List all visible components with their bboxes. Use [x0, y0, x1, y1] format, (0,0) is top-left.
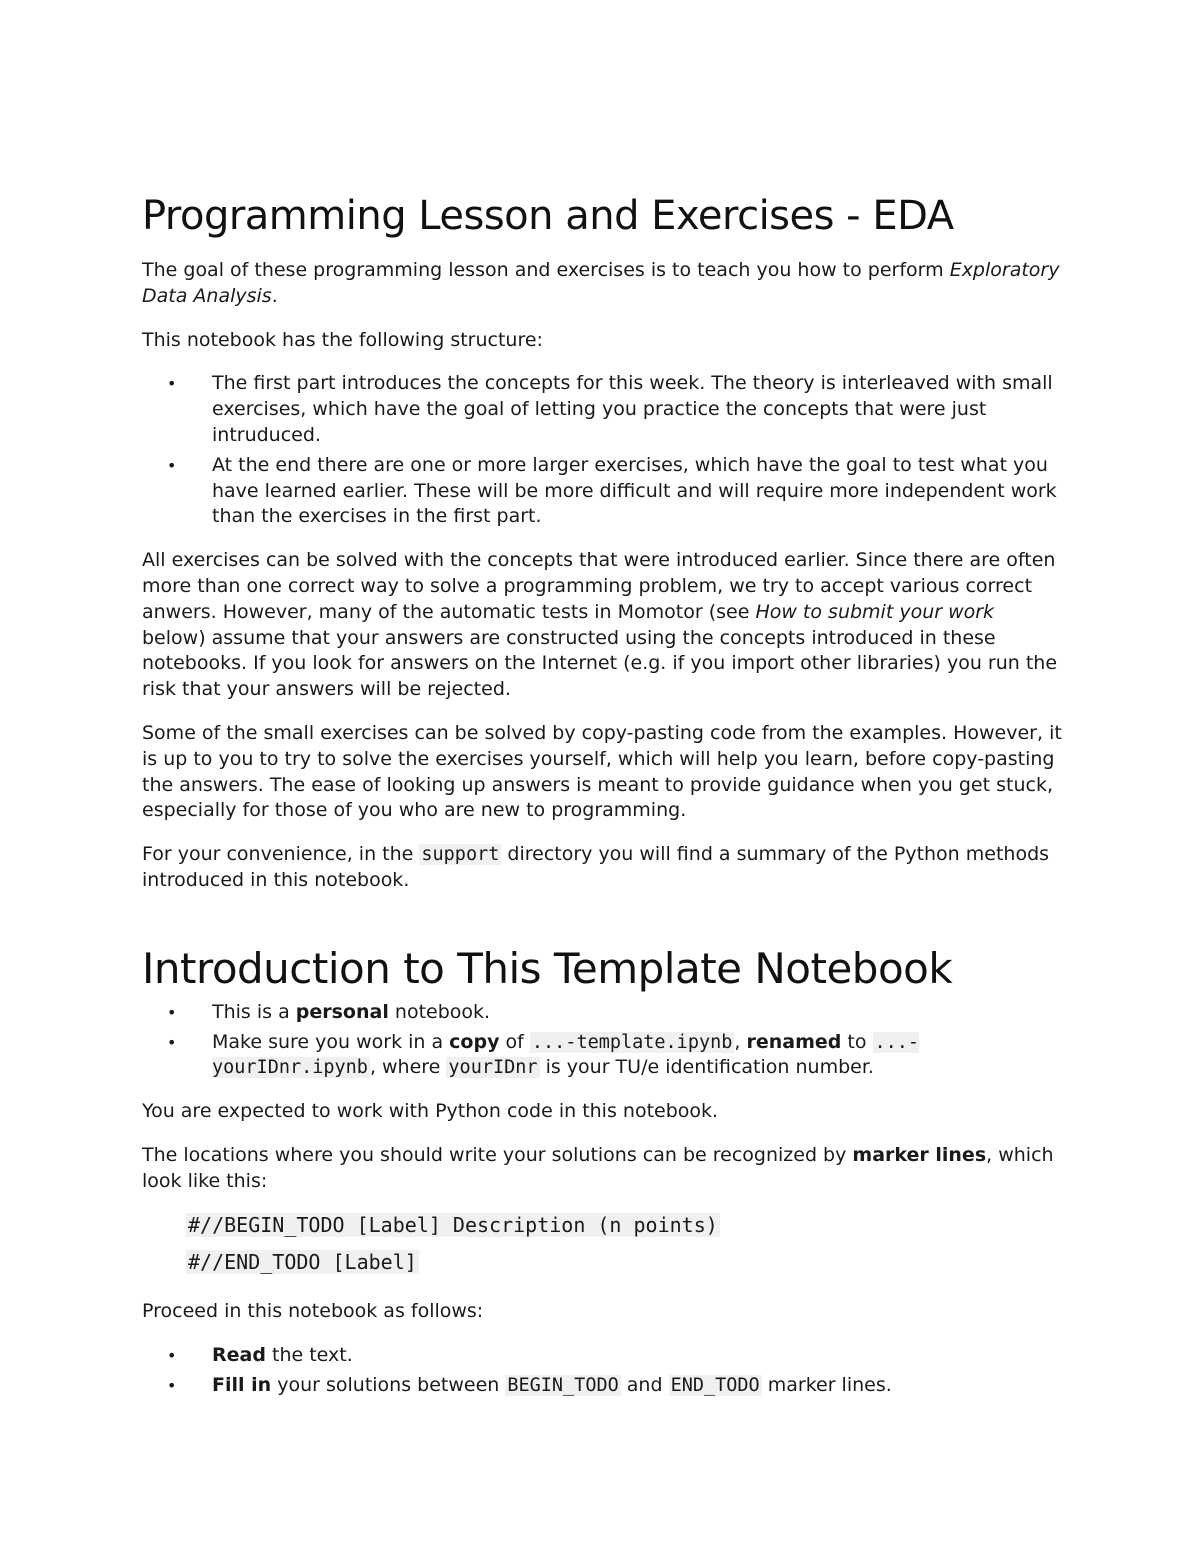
proceed-paragraph: Proceed in this notebook as follows:: [142, 1300, 484, 1323]
goal-emphasis: Exploratory Data Analysis: [142, 259, 1060, 307]
item-bold: personal: [295, 1000, 389, 1023]
proceed-list: [142, 1343, 1062, 1399]
marker-code-block: [186, 1213, 1062, 1278]
item-bold: copy: [449, 1030, 500, 1053]
template-list: [142, 1000, 1062, 1081]
marker-text: , which look like this:: [142, 1143, 1054, 1192]
item-bold: Read: [212, 1343, 266, 1366]
support-code: support: [421, 844, 500, 866]
submit-reference: How to submit your work: [755, 600, 995, 623]
item-bold: renamed: [746, 1030, 842, 1053]
item-text: This is a: [212, 1000, 296, 1023]
exercises-text-cont: below) assume that your answers are constructed using the concepts introduced in these notebooks. If you look for answers on the Internet (e.g. if you import other libraries) you run the risk that your answers will be rejected.: [142, 626, 1058, 701]
item-text: of: [499, 1030, 530, 1053]
exercises-paragraph: [142, 548, 1062, 703]
end-todo-code: #//END_TODO [Label]: [188, 1250, 417, 1275]
section-title: Introduction to This Template Notebook: [142, 943, 953, 993]
item-text: marker lines.: [761, 1373, 892, 1396]
item-text: is your TU/e identification number.: [539, 1056, 874, 1079]
list-item: • The first part introduces the concepts for this week. The theory is interleaved with small exercises, which have the goal of letting you practice the concepts that were just intruduced.: [142, 371, 1062, 448]
item-text: the text.: [265, 1343, 353, 1366]
item-code: END_TODO: [670, 1374, 760, 1396]
document-content: [142, 190, 1062, 1417]
item-bold: Fill in: [212, 1373, 272, 1396]
item-text: ,: [734, 1030, 747, 1053]
goal-suffix: .: [271, 284, 278, 307]
item-text: your solutions between: [271, 1373, 506, 1396]
marker-bold: marker lines: [852, 1143, 987, 1166]
structure-list: [142, 371, 1062, 530]
item-code: ...-template.ipynb: [531, 1031, 733, 1053]
support-paragraph: [142, 842, 1062, 894]
code-line: [186, 1250, 1062, 1277]
item-code: ...-yourIDnr.ipynb: [212, 1031, 920, 1079]
list-item: [142, 1373, 1062, 1399]
goal-paragraph: [142, 258, 1062, 310]
list-item: [142, 1343, 1062, 1369]
marker-paragraph: [142, 1143, 1062, 1195]
marker-text: The locations where you should write your solutions can be recognized by: [142, 1143, 853, 1166]
item-text: , where: [369, 1056, 447, 1079]
item-code: BEGIN_TODO: [507, 1374, 619, 1396]
item-text: to: [841, 1030, 873, 1053]
copy-paste-paragraph: Some of the small exercises can be solved by copy-pasting code from the examples. However, it is up to you to try to solve the exercises yourself, which will help you learn, before copy-pasting the answers. The ease of looking up answers is meant to provide guidance when you get stuck, especially for those of you who are new to programming.: [142, 721, 1062, 822]
list-item: • At the end there are one or more larger exercises, which have the goal to test what you have learned earlier. These will be more difficult and will require more independent work than the exercises in the first part.: [142, 453, 1062, 530]
item-text: notebook.: [388, 1000, 491, 1023]
support-text: For your convenience, in the: [142, 843, 420, 866]
python-paragraph: You are expected to work with Python code in this notebook.: [142, 1100, 719, 1123]
item-text: Make sure you work in a: [212, 1030, 450, 1053]
code-line: [186, 1213, 1062, 1240]
list-item: [142, 1000, 1062, 1026]
support-text-cont: directory you will find a summary of the Python methods introduced in this notebook.: [142, 843, 1050, 891]
structure-lead: This notebook has the following structure:: [142, 328, 543, 351]
exercises-text: All exercises can be solved with the concepts that were introduced earlier. Since there are often more than one correct way to solve a programming problem, we try to accept various correct anwers. However, many of the automatic tests in Momotor (see: [142, 549, 1056, 623]
goal-text: The goal of these programming lesson and exercises is to teach you how to perform: [142, 259, 950, 281]
list-item: [142, 1030, 1062, 1082]
page-title: Programming Lesson and Exercises - EDA: [142, 193, 954, 239]
item-text: and: [620, 1373, 669, 1396]
item-code: yourIDnr: [448, 1057, 538, 1079]
begin-todo-code: #//BEGIN_TODO [Label] Description (n points): [188, 1212, 718, 1237]
